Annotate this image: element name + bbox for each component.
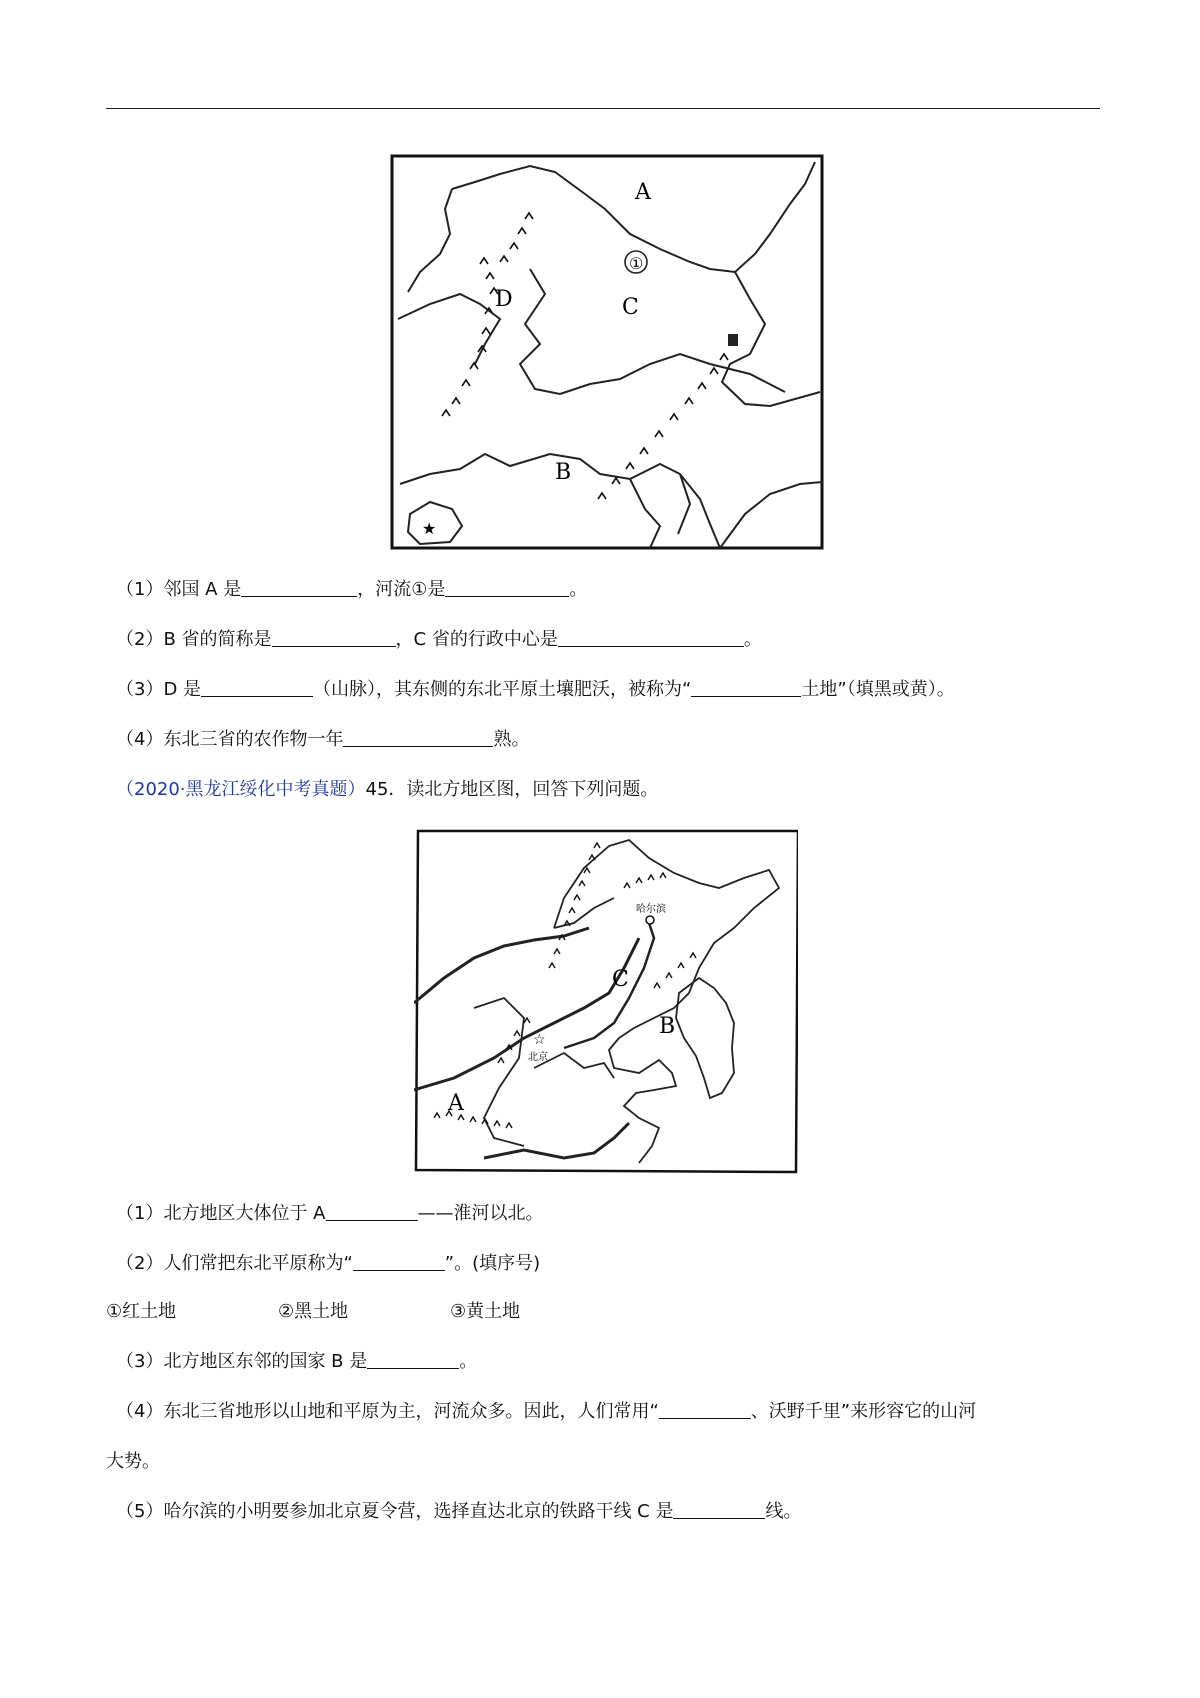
map1-label-c: C (622, 295, 639, 320)
answer-blank[interactable] (673, 1500, 765, 1519)
map2-star-icon: ☆ (533, 1032, 546, 1048)
q44-line-3: （3）D 是 （山脉），其东侧的东北平原土壤肥沃，被称为“ 土地”（填黑或黄）。 (116, 679, 955, 700)
answer-blank[interactable] (343, 728, 493, 747)
answer-blank[interactable] (201, 678, 313, 697)
q45-heading (116, 776, 658, 804)
question-stem: 45．读北方地区图，回答下列问题。 (365, 779, 659, 800)
q45-line-1: （1）北方地区大体位于 A ——淮河以北。 (116, 1203, 544, 1224)
q44-line-1: （1）邻国 A 是 ，河流①是 。 (116, 579, 588, 600)
option-2: ②黑土地 (278, 1301, 349, 1322)
map2-beijing-label: 北京 (528, 1052, 548, 1063)
q44-line-2: （2）B 省的简称是 ，C 省的行政中心是 。 (116, 629, 762, 650)
north-china-map (414, 828, 798, 1174)
question-source[interactable]: （2020·黑龙江绥化中考真题） (116, 779, 366, 800)
map1-label-river: ① (629, 254, 644, 273)
answer-blank[interactable] (241, 578, 357, 597)
answer-blank[interactable] (326, 1202, 418, 1221)
answer-blank[interactable] (691, 678, 801, 697)
answer-blank[interactable] (353, 1252, 445, 1271)
q44-line-4: （4）东北三省的农作物一年 熟。 (116, 729, 530, 750)
answer-blank[interactable] (659, 1400, 751, 1419)
q45-line-3: （3）北方地区东邻的国家 B 是 。 (116, 1351, 478, 1372)
map1-label-d: D (495, 287, 513, 312)
answer-blank[interactable] (558, 628, 744, 647)
q45-line-4-continued: 大势。 (106, 1451, 160, 1472)
option-1: ①红土地 (106, 1301, 177, 1322)
map1-label-a: A (635, 180, 651, 205)
answer-blank[interactable] (445, 578, 569, 597)
map1-star-icon: ★ (422, 519, 437, 538)
map2-label-c: C (612, 967, 629, 992)
q45-line-2: （2）人们常把东北平原称为“ ”。(填序号) (116, 1253, 541, 1274)
q45-line-4: （4）东北三省地形以山地和平原为主，河流众多。因此，人们常用“ 、沃野千里”来形容它的山河 (116, 1401, 977, 1422)
map2-harbin-label: 哈尔滨 (636, 904, 666, 915)
answer-blank[interactable] (367, 1350, 459, 1369)
northeast-map (390, 154, 824, 550)
header-rule (106, 108, 1100, 109)
option-3: ③黄土地 (450, 1301, 521, 1322)
q45-line-5: （5）哈尔滨的小明要参加北京夏令营，选择直达北京的铁路干线 C 是 线。 (116, 1501, 802, 1522)
answer-blank[interactable] (272, 628, 396, 647)
map2-label-a: A (448, 1091, 464, 1116)
map1-label-b: B (555, 460, 572, 485)
map2-label-b: B (659, 1014, 676, 1039)
